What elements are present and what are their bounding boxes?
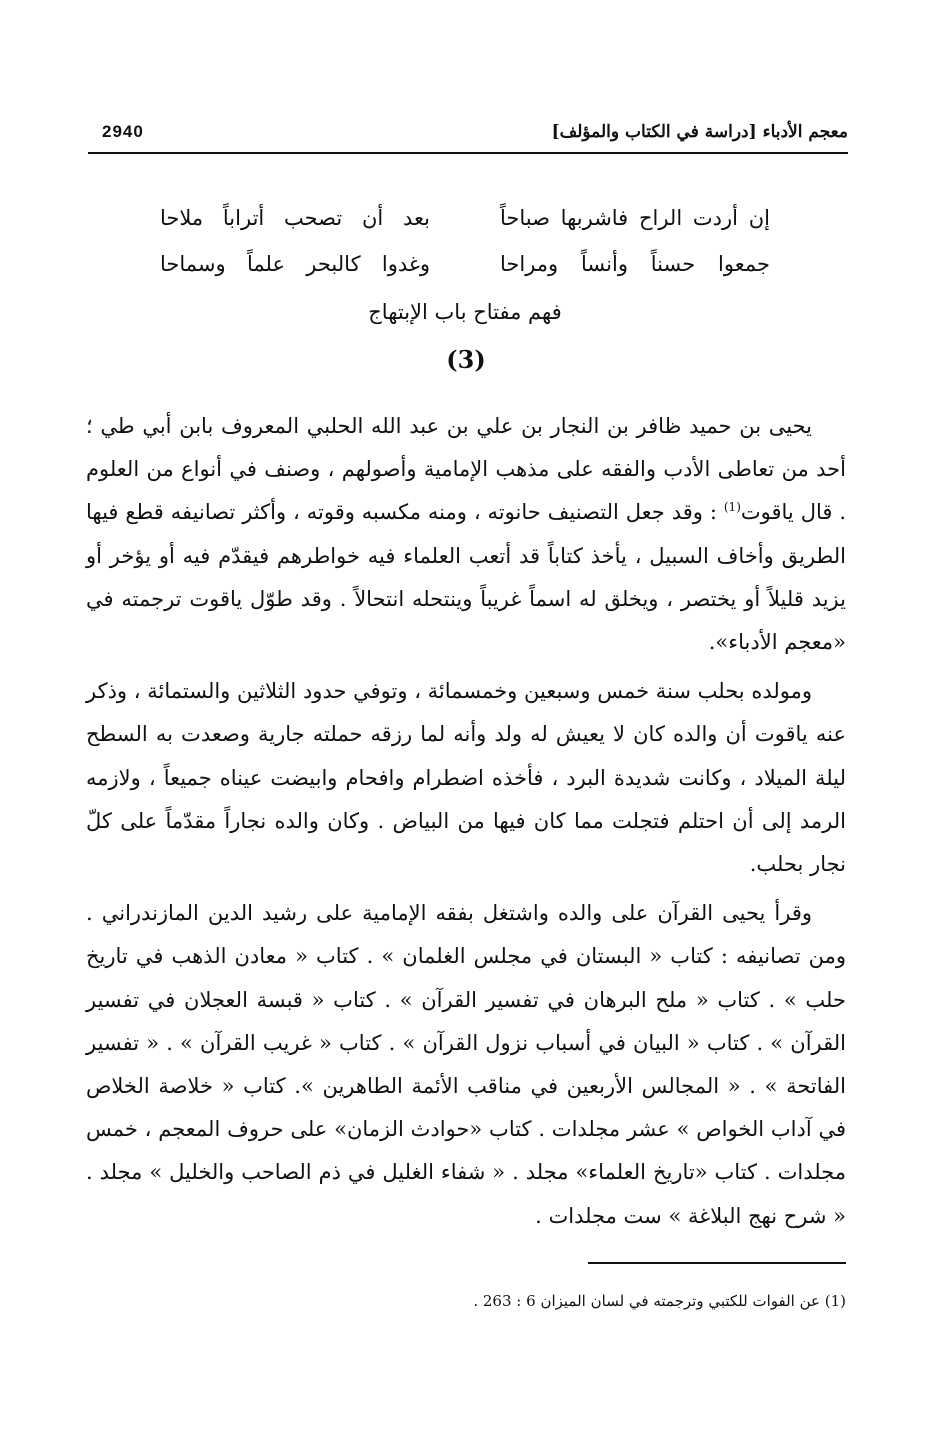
poem-verse [160, 195, 770, 241]
poem [160, 195, 770, 335]
page-header [88, 122, 848, 154]
poem-final-line: فهم مفتاح باب الإبتهاج [368, 300, 562, 324]
poem-second-hemistich: بعد أن تصحب أتراباً ملاحا [160, 206, 430, 230]
paragraph-text: : وقد جعل التصنيف حانوته ، ومنه مكسبه وقوته ، وأكثر تصانيفه قطع فيها الطريق وأخاف السبيل ، يأخذ كتاباً قد أتعب العلماء فيه خواطرهم فيقدّم فيه أو يؤخر أو يزيد قليلاً أو يختصر ، ويخلق له اسماً غريباً وينتحله انتحالاً . وقد طوّل ياقوت ترجمته في «معجم الأدباء». [86, 500, 846, 655]
poem-first-hemistich: جمعوا حسناً وأنساً ومراحا [500, 252, 770, 276]
paragraph: وقرأ يحيى القرآن على والده واشتغل بفقه الإمامية على رشيد الدين المازندراني . ومن تصانيفه : كتاب « البستان في مجلس الغلمان » . كتاب « معادن الذهب في تاريخ حلب » . كتاب « ملح البرهان في تفسير القرآن » . كتاب « قبسة العجلان في تفسير القرآن » . كتاب « البيان في أسباب نزول القرآن » . كتاب « غريب القرآن » . « تفسير الفاتحة » . « المجالس الأربعين في مناقب الأئمة الطاهرين ». كتاب « خلاصة الخلاص في آداب الخواص » عشر مجلدات . كتاب «حوادث الزمان» على حروف المعجم ، خمس مجلدات . كتاب «تاريخ العلماء» مجلد . « شفاء الغليل في ذم الصاحب والخليل » مجلد . « شرح نهج البلاغة » ست مجلدات . [86, 901, 846, 1228]
paragraph [86, 405, 846, 664]
footnote: (1) عن الفوات للكتبي وترجمته في لسان الميزان 6 : 263 . [473, 1292, 846, 1310]
poem-verse [160, 241, 770, 287]
poem-first-hemistich: إن أردت الراح فاشربها صباحاً [500, 206, 770, 230]
running-head: معجم الأدباء [دراسة في الكتاب والمؤلف] [551, 122, 848, 142]
page-number: 2940 [102, 122, 144, 141]
poem-second-hemistich: وغدوا كالبحر علماً وسماحا [160, 252, 430, 276]
footnote-divider [588, 1262, 846, 1264]
body-text [86, 405, 846, 1238]
footnote-reference[interactable]: (1) [723, 500, 741, 515]
section-number: (3) [446, 345, 486, 374]
paragraph: ومولده بحلب سنة خمس وسبعين وخمسمائة ، وتوفي حدود الثلاثين والستمائة ، وذكر عنه ياقوت أن والده كان لا يعيش له ولد وأنه لما رزقه حملته جارية وصعدت به السطح ليلة الميلاد ، وكانت شديدة البرد ، فأخذه اضطرام وافحام وابيضت عيناه جميعاً ، ولازمه الرمد إلى أن احتلم فتجلت مما كان فيها من البياض . وكان والده نجاراً مقدّماً على كلّ نجار بحلب. [86, 679, 846, 877]
paragraph-text: يحيى بن حميد ظافر بن النجار بن علي بن عبد الله الحلبي المعروف بابن أبي طي ؛ أحد من تعاطى الأدب والفقه على مذهب الإمامية وأصولهم ، وصنف في أنواع من العلوم . قال ياقوت [86, 414, 847, 525]
